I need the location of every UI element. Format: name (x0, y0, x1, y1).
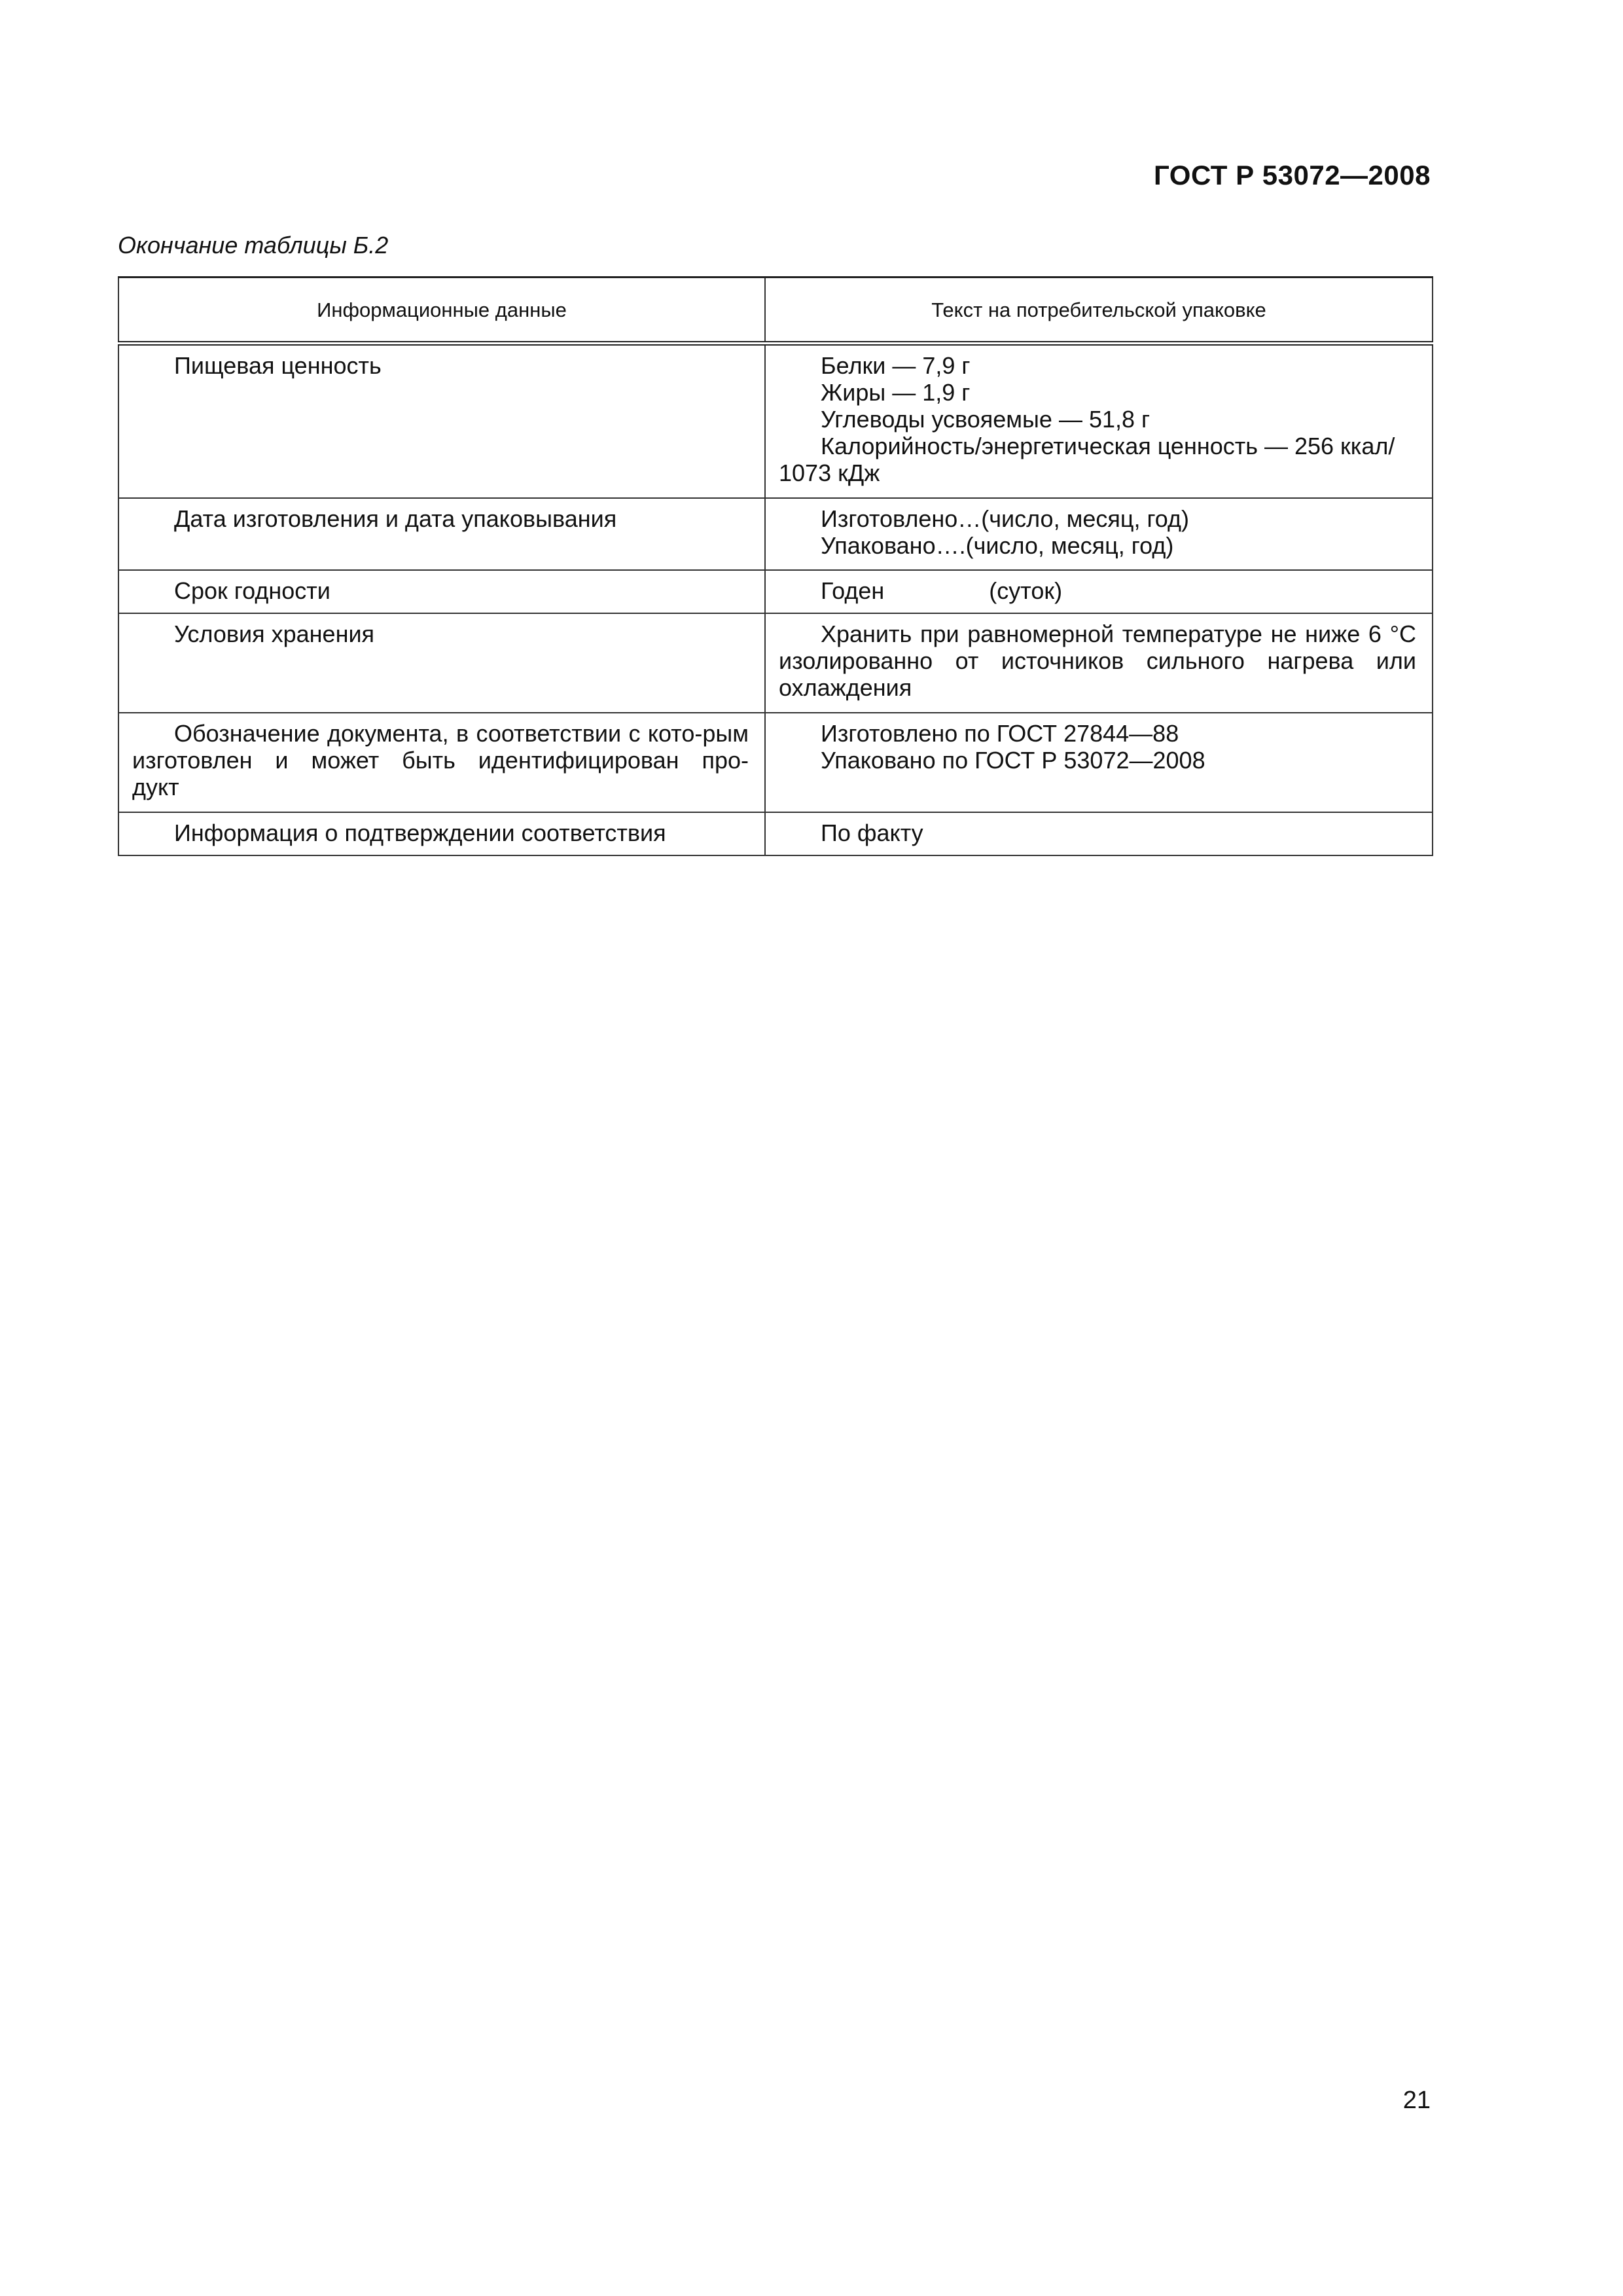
column-header-info-data: Информационные данные (118, 278, 765, 344)
cell-text: Информация о подтверждении соответствия (174, 819, 666, 846)
table-cell (118, 613, 765, 713)
info-table (118, 276, 1433, 856)
cell-text: Годен (суток) (821, 577, 1063, 604)
cell-text: Изготовлено…(число, месяц, год) (821, 505, 1190, 532)
page-number: 21 (1402, 2087, 1431, 2114)
cell-text: Условия хранения (174, 620, 375, 647)
cell-text: Упаковано по ГОСТ Р 53072—2008 (821, 746, 1205, 774)
table-body (118, 344, 1433, 855)
table-cell (765, 713, 1433, 812)
table-header (118, 278, 1433, 344)
table-row-conformity (118, 812, 1433, 855)
table-cell (765, 613, 1433, 713)
table-row-document (118, 713, 1433, 812)
table-cell (118, 713, 765, 812)
table-cell (118, 498, 765, 570)
table-cell (118, 344, 765, 498)
cell-text: Обозначение документа, в соответствии с кото-рым изготовлен и может быть идентифицирован про- (132, 719, 749, 774)
cell-text: Жиры — 1,9 г (821, 379, 971, 406)
column-header-package-text: Текст на потребительской упаковке (765, 278, 1433, 344)
cell-text: Хранить при равномерной температуре не ниже 6 °С изолированно от источников сильного нагрева или (779, 620, 1416, 674)
cell-text: охлаждения (779, 673, 912, 701)
table-row-storage (118, 613, 1433, 713)
table-cell (118, 812, 765, 855)
table-cell (765, 570, 1433, 613)
table-cell (765, 498, 1433, 570)
table-row-nutrition (118, 344, 1433, 498)
cell-text: Пищевая ценность (174, 352, 382, 379)
table-row-dates (118, 498, 1433, 570)
document-code: ГОСТ Р 53072—2008 (1154, 160, 1431, 190)
cell-text: Срок годности (174, 577, 330, 604)
table-cell (118, 570, 765, 613)
table-caption: Окончание таблицы Б.2 (118, 232, 389, 259)
cell-text: Углеводы усвояемые — 51,8 г (821, 406, 1150, 433)
cell-text: По факту (821, 819, 923, 846)
cell-text: Изготовлено по ГОСТ 27844—88 (821, 719, 1179, 747)
table-cell (765, 812, 1433, 855)
table-cell (765, 344, 1433, 498)
cell-text: Калорийность/энергетическая ценность — 256 ккал/ (821, 433, 1395, 459)
cell-text: дукт (132, 773, 179, 800)
cell-text: 1073 кДж (779, 459, 880, 486)
cell-text: Дата изготовления и дата упаковывания (174, 505, 617, 532)
cell-text: Упаковано….(число, месяц, год) (821, 531, 1174, 559)
table-row-shelf-life (118, 570, 1433, 613)
cell-text: Белки — 7,9 г (821, 352, 971, 379)
table-header-row (118, 278, 1433, 344)
